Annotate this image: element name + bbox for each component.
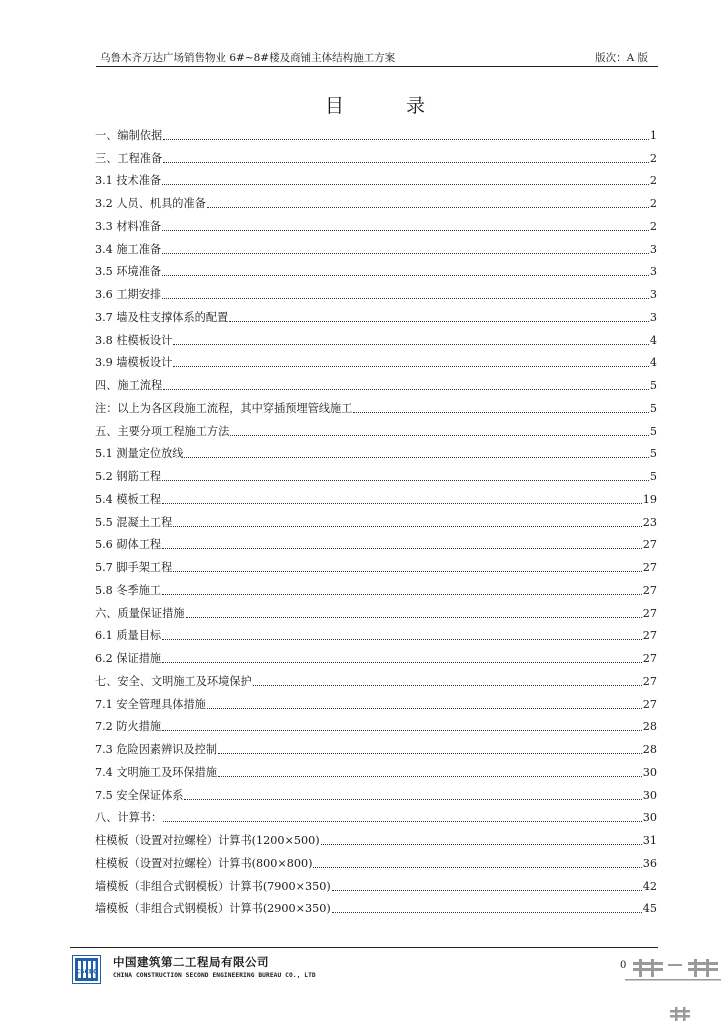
toc-entry-page: 27	[642, 652, 657, 665]
toc-leader-dots	[321, 844, 642, 845]
toc-entry-label: 八、计算书：	[95, 811, 163, 825]
toc-leader-dots	[218, 776, 642, 777]
toc-entry[interactable]	[95, 531, 657, 554]
toc-entry-label: 5.4 模板工程	[95, 492, 162, 506]
toc-entry-page: 27	[642, 583, 657, 597]
table-of-contents	[95, 121, 657, 917]
toc-entry-page: 36	[642, 856, 657, 870]
toc-entry-page: 5	[649, 470, 657, 483]
toc-leader-dots	[332, 912, 642, 913]
toc-entry[interactable]	[95, 576, 657, 599]
toc-entry-label: 四、施工流程	[95, 379, 163, 392]
toc-leader-dots	[162, 253, 649, 254]
toc-entry[interactable]	[95, 303, 657, 326]
toc-entry[interactable]	[95, 326, 657, 349]
toc-entry[interactable]	[95, 849, 657, 872]
toc-leader-dots	[207, 708, 642, 709]
toc-leader-dots	[230, 435, 649, 436]
toc-entry-label: 5.6 砌体工程	[95, 538, 162, 552]
toc-entry[interactable]	[95, 895, 657, 918]
toc-leader-dots	[163, 389, 649, 390]
toc-entry-page: 3	[649, 310, 657, 324]
toc-leader-dots	[186, 617, 642, 618]
toc-entry-label: 3.9 墙模板设计	[95, 356, 173, 370]
toc-entry-label: 柱模板（设置对拉螺栓）计算书(1200×500)	[95, 834, 320, 847]
toc-entry-label: 3.6 工期安排	[95, 288, 162, 301]
toc-entry-label: 6.2 保证措施	[95, 652, 162, 665]
toc-entry-page: 27	[642, 697, 657, 711]
toc-entry[interactable]	[95, 235, 657, 258]
toc-entry[interactable]	[95, 349, 657, 372]
toc-entry-page: 3	[649, 288, 657, 301]
toc-entry[interactable]	[95, 644, 657, 667]
toc-leader-dots	[162, 503, 642, 504]
toc-leader-dots	[229, 321, 649, 322]
toc-entry-page: 23	[642, 515, 657, 529]
toc-leader-dots	[162, 639, 642, 640]
toc-heading-char-1: 目	[325, 95, 347, 117]
toc-entry-page: 4	[649, 333, 657, 347]
toc-entry[interactable]	[95, 508, 657, 531]
toc-leader-dots	[173, 366, 649, 367]
toc-entry[interactable]	[95, 599, 657, 622]
toc-entry[interactable]	[95, 121, 657, 144]
toc-leader-dots	[162, 230, 649, 231]
toc-leader-dots	[184, 799, 641, 800]
decorative-corner-pattern	[615, 955, 724, 1024]
toc-entry[interactable]	[95, 212, 657, 235]
toc-entry-page: 28	[642, 720, 657, 734]
toc-leader-dots	[163, 162, 649, 163]
toc-entry-page: 2	[649, 219, 657, 233]
toc-leader-dots	[162, 275, 649, 276]
toc-entry-page: 2	[649, 197, 657, 210]
toc-entry[interactable]	[95, 553, 657, 576]
toc-entry-label: 3.8 柱模板设计	[95, 333, 173, 347]
toc-leader-dots	[162, 548, 642, 549]
toc-entry[interactable]	[95, 462, 657, 485]
toc-entry-page: 5	[649, 379, 657, 392]
toc-leader-dots	[162, 298, 649, 299]
toc-entry-label: 注：以上为各区段施工流程，其中穿插预埋管线施工	[95, 401, 353, 415]
toc-entry[interactable]	[95, 394, 657, 417]
toc-entry-label: 六、质量保证措施	[95, 606, 185, 620]
toc-entry-page: 27	[642, 674, 657, 688]
toc-leader-dots	[218, 753, 642, 754]
toc-entry[interactable]	[95, 440, 657, 463]
toc-entry-label: 3.1 技术准备	[95, 174, 162, 188]
toc-entry-label: 5.2 钢筋工程	[95, 470, 162, 483]
toc-leader-dots	[173, 571, 641, 572]
toc-entry-label: 3.3 材料准备	[95, 219, 162, 233]
toc-entry-page: 2	[649, 151, 657, 165]
toc-leader-dots	[253, 685, 642, 686]
toc-entry[interactable]	[95, 826, 657, 849]
toc-entry[interactable]	[95, 622, 657, 645]
toc-entry-page: 27	[642, 606, 657, 620]
toc-entry[interactable]	[95, 735, 657, 758]
toc-leader-dots	[173, 526, 641, 527]
toc-entry-page: 30	[642, 788, 657, 802]
toc-entry-label: 一、编制依据	[95, 128, 163, 142]
document-title: 乌鲁木齐万达广场销售物业 6#~8#楼及商铺主体结构施工方案	[100, 52, 396, 64]
toc-entry-page: 27	[642, 629, 657, 643]
toc-entry[interactable]	[95, 144, 657, 167]
toc-entry[interactable]	[95, 280, 657, 303]
toc-entry-page: 42	[642, 879, 657, 893]
toc-entry[interactable]	[95, 872, 657, 895]
page-number: 0	[620, 960, 627, 971]
toc-entry-label: 七、安全、文明施工及环境保护	[95, 674, 252, 688]
company-logo-icon	[72, 955, 101, 984]
toc-entry[interactable]	[95, 781, 657, 804]
toc-entry-label: 3.4 施工准备	[95, 242, 162, 256]
toc-entry-page: 27	[642, 538, 657, 552]
toc-entry[interactable]	[95, 189, 657, 212]
logo-text: CSCEC	[75, 968, 98, 976]
toc-entry-page: 45	[642, 902, 657, 916]
toc-entry-page: 4	[649, 356, 657, 370]
toc-entry[interactable]	[95, 485, 657, 508]
toc-entry-page: 5	[649, 424, 657, 438]
toc-heading	[320, 92, 440, 120]
toc-entry-page: 19	[642, 492, 657, 506]
toc-entry-page: 1	[649, 128, 657, 142]
toc-entry-label: 3.7 墙及柱支撑体系的配置	[95, 310, 229, 324]
toc-entry[interactable]	[95, 667, 657, 690]
toc-leader-dots	[162, 184, 649, 185]
toc-entry[interactable]	[95, 804, 657, 827]
toc-leader-dots	[207, 207, 649, 208]
header-rule	[96, 66, 658, 67]
toc-entry-page: 2	[649, 174, 657, 188]
toc-entry[interactable]	[95, 417, 657, 440]
toc-entry[interactable]	[95, 713, 657, 736]
toc-entry-label: 7.4 文明施工及环保措施	[95, 765, 218, 779]
toc-entry-label: 7.3 危险因素辨识及控制	[95, 743, 218, 756]
toc-entry-label: 7.5 安全保证体系	[95, 788, 184, 802]
toc-leader-dots	[162, 662, 642, 663]
toc-leader-dots	[313, 867, 641, 868]
toc-leader-dots	[162, 730, 642, 731]
toc-entry-label: 5.5 混凝土工程	[95, 515, 173, 529]
toc-entry[interactable]	[95, 258, 657, 281]
toc-entry-page: 5	[649, 401, 657, 415]
toc-entry-label: 7.2 防火措施	[95, 720, 162, 734]
toc-entry-label: 5.7 脚手架工程	[95, 561, 173, 574]
toc-entry-label: 墙模板（非组合式钢模板）计算书(7900×350)	[95, 879, 331, 893]
toc-entry-page: 3	[649, 265, 657, 279]
toc-leader-dots	[173, 344, 649, 345]
toc-entry-label: 3.5 环境准备	[95, 265, 162, 279]
toc-entry-page: 27	[642, 561, 657, 574]
toc-entry-page: 5	[649, 447, 657, 461]
toc-heading-char-2: 录	[406, 95, 428, 117]
company-name-cn: 中国建筑第二工程局有限公司	[113, 955, 269, 969]
footer-rule	[70, 947, 658, 948]
toc-entry-page: 3	[649, 242, 657, 256]
toc-leader-dots	[162, 594, 642, 595]
toc-entry[interactable]	[95, 371, 657, 394]
document-version: 版次：A 版	[595, 52, 648, 64]
page-header	[96, 50, 656, 66]
toc-entry-page: 30	[642, 811, 657, 825]
toc-leader-dots	[163, 139, 649, 140]
toc-entry[interactable]	[95, 690, 657, 713]
toc-entry-label: 6.1 质量目标	[95, 629, 162, 643]
toc-leader-dots	[163, 821, 642, 822]
toc-entry-label: 5.8 冬季施工	[95, 583, 162, 597]
toc-entry-page: 28	[642, 743, 657, 756]
company-name-en: CHINA CONSTRUCTION SECOND ENGINEERING BUREAU CO., LTD	[113, 972, 316, 979]
toc-entry-label: 三、工程准备	[95, 151, 163, 165]
toc-leader-dots	[353, 412, 649, 413]
toc-entry-label: 7.1 安全管理具体措施	[95, 697, 206, 711]
toc-leader-dots	[184, 457, 648, 458]
toc-leader-dots	[332, 890, 642, 891]
toc-entry-label: 墙模板（非组合式钢模板）计算书(2900×350)	[95, 902, 331, 916]
toc-entry-label: 柱模板（设置对拉螺栓）计算书(800×800)	[95, 856, 313, 870]
toc-entry-page: 30	[642, 765, 657, 779]
toc-entry-label: 3.2 人员、机具的准备	[95, 197, 206, 210]
toc-entry[interactable]	[95, 758, 657, 781]
toc-entry-label: 5.1 测量定位放线	[95, 447, 184, 461]
toc-entry[interactable]	[95, 167, 657, 190]
toc-entry-page: 31	[642, 834, 657, 847]
toc-entry-label: 五、主要分项工程施工方法	[95, 424, 230, 438]
toc-leader-dots	[162, 480, 649, 481]
